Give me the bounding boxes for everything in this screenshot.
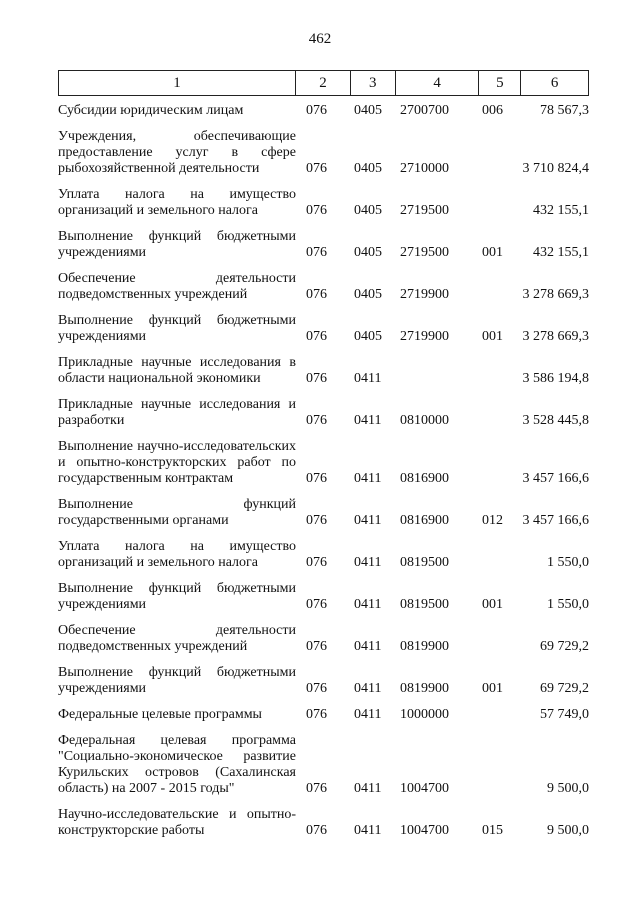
row-amount: 57 749,0 [540,707,589,722]
row-code-section: 0405 [354,103,382,118]
row-code-ministry: 076 [306,597,327,612]
table-row [58,660,589,702]
row-name: Субсидии юридическим лицам [58,103,244,118]
row-code-ministry: 076 [306,103,327,118]
row-code-ministry: 076 [306,413,327,428]
row-amount: 3 278 669,3 [522,287,589,302]
table-row [58,98,589,124]
row-amount: 3 586 194,8 [522,371,589,386]
table-row [58,434,589,492]
row-code-section: 0411 [354,471,382,486]
row-amount: 3 710 824,4 [522,161,589,176]
row-code-article: 2710000 [400,161,449,176]
row-code-expense-type: 001 [482,681,503,696]
row-name: Уплата налога на имущество организаций и земельного налога [58,539,296,570]
row-code-ministry: 076 [306,639,327,654]
row-code-ministry: 076 [306,287,327,302]
row-code-section: 0405 [354,203,382,218]
row-amount: 3 457 166,6 [522,471,589,486]
row-code-section: 0405 [354,245,382,260]
row-amount: 3 457 166,6 [522,513,589,528]
row-name: Обеспечение деятельности подведомственных учреждений [58,623,296,654]
row-name: Выполнение функций бюджетными учреждениями [58,313,296,344]
row-code-article: 0819500 [400,597,449,612]
row-code-section: 0405 [354,287,382,302]
row-code-article: 0816900 [400,513,449,528]
row-code-ministry: 076 [306,781,327,796]
row-code-ministry: 076 [306,823,327,838]
table-row [58,702,589,728]
table-row [58,266,589,308]
row-code-expense-type: 012 [482,513,503,528]
row-code-article: 2700700 [400,103,449,118]
row-code-expense-type: 001 [482,245,503,260]
row-code-article: 1000000 [400,707,449,722]
row-code-article: 0819500 [400,555,449,570]
row-code-section: 0411 [354,639,382,654]
table-row [58,182,589,224]
row-name: Выполнение научно-исследовательских и опытно-конструкторских работ по государственным контрактам [58,439,296,486]
row-code-ministry: 076 [306,555,327,570]
row-amount: 9 500,0 [547,781,589,796]
row-amount: 1 550,0 [547,555,589,570]
row-code-article: 2719500 [400,203,449,218]
row-amount: 78 567,3 [540,103,589,118]
row-code-expense-type: 006 [482,103,503,118]
row-amount: 3 528 445,8 [522,413,589,428]
page-number: 462 [308,31,332,47]
row-amount: 1 550,0 [547,597,589,612]
table-row [58,728,589,802]
table-row [58,618,589,660]
header-col-6: 6 [550,75,559,91]
row-code-expense-type: 015 [482,823,503,838]
row-code-ministry: 076 [306,371,327,386]
table-row [58,576,589,618]
row-code-section: 0411 [354,781,382,796]
table-row [58,224,589,266]
row-code-section: 0411 [354,597,382,612]
table-body [58,98,589,844]
row-code-section: 0411 [354,707,382,722]
header-col-3: 3 [351,71,396,95]
table-header [58,70,589,96]
row-code-article: 2719500 [400,245,449,260]
row-name: Уплата налога на имущество организаций и земельного налога [58,187,296,218]
row-amount: 69 729,2 [540,681,589,696]
header-col-4: 4 [396,71,480,95]
row-amount: 3 278 669,3 [522,329,589,344]
row-code-article: 2719900 [400,287,449,302]
row-code-article: 0819900 [400,639,449,654]
table-row [58,308,589,350]
row-code-expense-type: 001 [482,329,503,344]
row-code-ministry: 076 [306,471,327,486]
row-name: Выполнение функций бюджетными учреждениями [58,229,296,260]
row-name: Федеральная целевая программа "Социально-экономическое развитие Курильских островов (Сахалинская область) на 2007 - 2015 годы" [58,733,296,796]
row-name: Учреждения, обеспечивающие предоставление услуг в сфере рыбохозяйственной деятельности [58,129,296,176]
row-code-section: 0411 [354,823,382,838]
row-code-article: 1004700 [400,781,449,796]
row-code-section: 0411 [354,681,382,696]
table-row [58,350,589,392]
row-name: Федеральные целевые программы [58,707,262,722]
row-code-ministry: 076 [306,513,327,528]
row-code-ministry: 076 [306,329,327,344]
row-code-ministry: 076 [306,203,327,218]
table-row [58,492,589,534]
row-code-expense-type: 001 [482,597,503,612]
row-code-article: 0819900 [400,681,449,696]
table-row [58,124,589,182]
row-code-ministry: 076 [306,245,327,260]
row-code-section: 0411 [354,413,382,428]
row-code-ministry: 076 [306,681,327,696]
row-code-ministry: 076 [306,707,327,722]
table-row [58,802,589,844]
row-name: Выполнение функций государственными органами [58,497,296,528]
row-code-article: 1004700 [400,823,449,838]
row-name: Выполнение функций бюджетными учреждениями [58,665,296,696]
row-name: Прикладные научные исследования и разработки [58,397,296,428]
row-name: Прикладные научные исследования в области национальной экономики [58,355,296,386]
row-name: Выполнение функций бюджетными учреждениями [58,581,296,612]
table-row [58,534,589,576]
table-row [58,392,589,434]
row-code-article: 0816900 [400,471,449,486]
row-name: Научно-исследовательские и опытно-конструкторские работы [58,807,296,838]
header-col-1: 1 [59,71,296,95]
row-code-ministry: 076 [306,161,327,176]
row-code-section: 0411 [354,513,382,528]
row-amount: 9 500,0 [547,823,589,838]
row-amount: 432 155,1 [533,203,589,218]
row-code-article: 0810000 [400,413,449,428]
row-code-section: 0405 [354,329,382,344]
row-code-section: 0411 [354,371,382,386]
row-code-article: 2719900 [400,329,449,344]
row-amount: 432 155,1 [533,245,589,260]
row-code-section: 0405 [354,161,382,176]
row-code-section: 0411 [354,555,382,570]
header-col-2: 2 [296,71,351,95]
row-name: Обеспечение деятельности подведомственных учреждений [58,271,296,302]
header-col-5: 5 [479,71,521,95]
row-amount: 69 729,2 [540,639,589,654]
